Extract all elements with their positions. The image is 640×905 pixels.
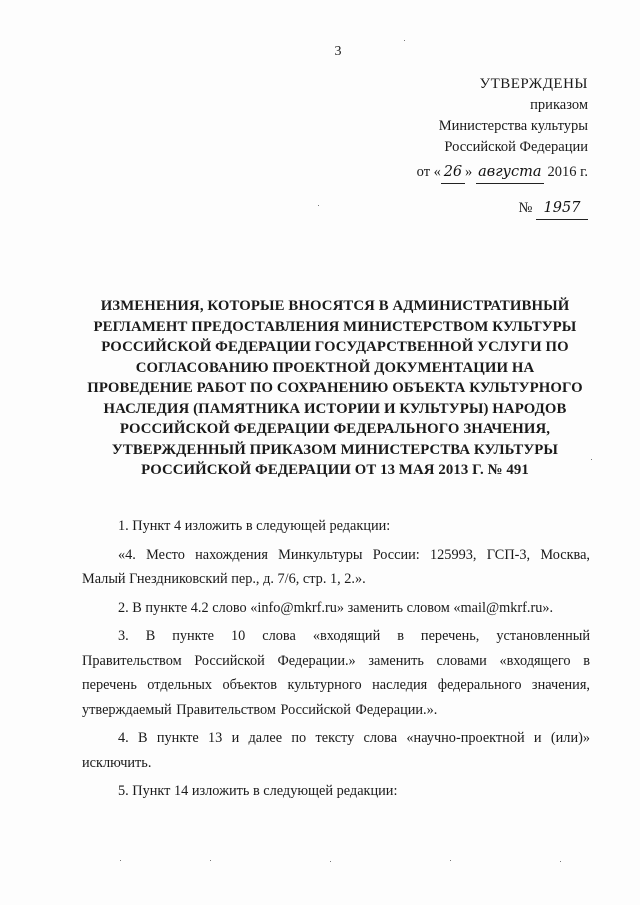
approval-heading: УТВЕРЖДЕНЫ <box>479 76 588 92</box>
number-handwritten: 1957 <box>536 198 588 220</box>
title-line: УТВЕРЖДЕННЫЙ ПРИКАЗОМ МИНИСТЕРСТВА КУЛЬТУРЫ <box>111 441 559 458</box>
title-line: НАСЛЕДИЯ (ПАМЯТНИКА ИСТОРИИ И КУЛЬТУРЫ) НАРОДОВ <box>103 400 567 417</box>
approval-line-order: приказом <box>530 97 588 113</box>
title-line: РОССИЙСКОЙ ФЕДЕРАЦИИ ГОСУДАРСТВЕННОЙ УСЛУГИ ПО <box>101 339 569 355</box>
title-line: РОССИЙСКОЙ ФЕДЕРАЦИИ ОТ 13 МАЯ 2013 Г. № 491 <box>141 462 529 478</box>
paragraph-5: 4. В пункте 13 и далее по тексту слова «научно-проектной и (или)» исключить. <box>82 730 590 771</box>
paragraph-4: 3. В пункте 10 слова «входящий в перечень, установленный Правительством Российской Федерации.» заменить словами «входящего в перечень отдельных объектов культурного наследия федерального значения, утверждаемый Правительством Российской Федерации.». <box>82 628 590 718</box>
date-mid: » <box>464 164 473 180</box>
approval-line-ministry: Министерства культуры <box>438 118 588 134</box>
date-month-handwritten: августа <box>476 162 544 184</box>
date-year: 2016 г. <box>547 164 588 180</box>
paragraph-3: 2. В пункте 4.2 слово «info@mkrf.ru» заменить словом «mail@mkrf.ru». <box>118 599 554 616</box>
title-line: ИЗМЕНЕНИЯ, КОТОРЫЕ ВНОСЯТСЯ В АДМИНИСТРАТИВНЫЙ <box>100 298 570 314</box>
approval-line-federation: Российской Федерации <box>444 139 588 155</box>
approval-date <box>417 162 588 184</box>
title-line: РОССИЙСКОЙ ФЕДЕРАЦИИ ФЕДЕРАЛЬНОГО ЗНАЧЕНИЯ, <box>119 421 551 437</box>
date-day-handwritten: 26 <box>441 162 465 184</box>
approval-block <box>417 74 588 220</box>
paragraph-6: 5. Пункт 14 изложить в следующей редакции: <box>118 783 398 799</box>
title-line: ПРОВЕДЕНИЕ РАБОТ ПО СОХРАНЕНИЮ ОБЪЕКТА КУЛЬТУРНОГО <box>87 380 583 396</box>
paragraph-1: 1. Пункт 4 изложить в следующей редакции: <box>118 518 391 534</box>
document-title <box>70 296 600 481</box>
date-prefix: от « <box>416 164 441 180</box>
title-line: СОГЛАСОВАНИЮ ПРОЕКТНОЙ ДОКУМЕНТАЦИИ НА <box>135 359 535 376</box>
page-number: 3 <box>334 44 342 59</box>
document-body <box>82 514 590 808</box>
number-prefix: № <box>518 200 533 216</box>
approval-number <box>417 198 588 220</box>
paragraph-2: «4. Место нахождения Минкультуры России: 125993, ГСП-3, Москва, Малый Гнездниковский пер., д. 7/6, стр. 1, 2.». <box>82 546 590 587</box>
title-line: РЕГЛАМЕНТ ПРЕДОСТАВЛЕНИЯ МИНИСТЕРСТВОМ КУЛЬТУРЫ <box>93 318 577 335</box>
